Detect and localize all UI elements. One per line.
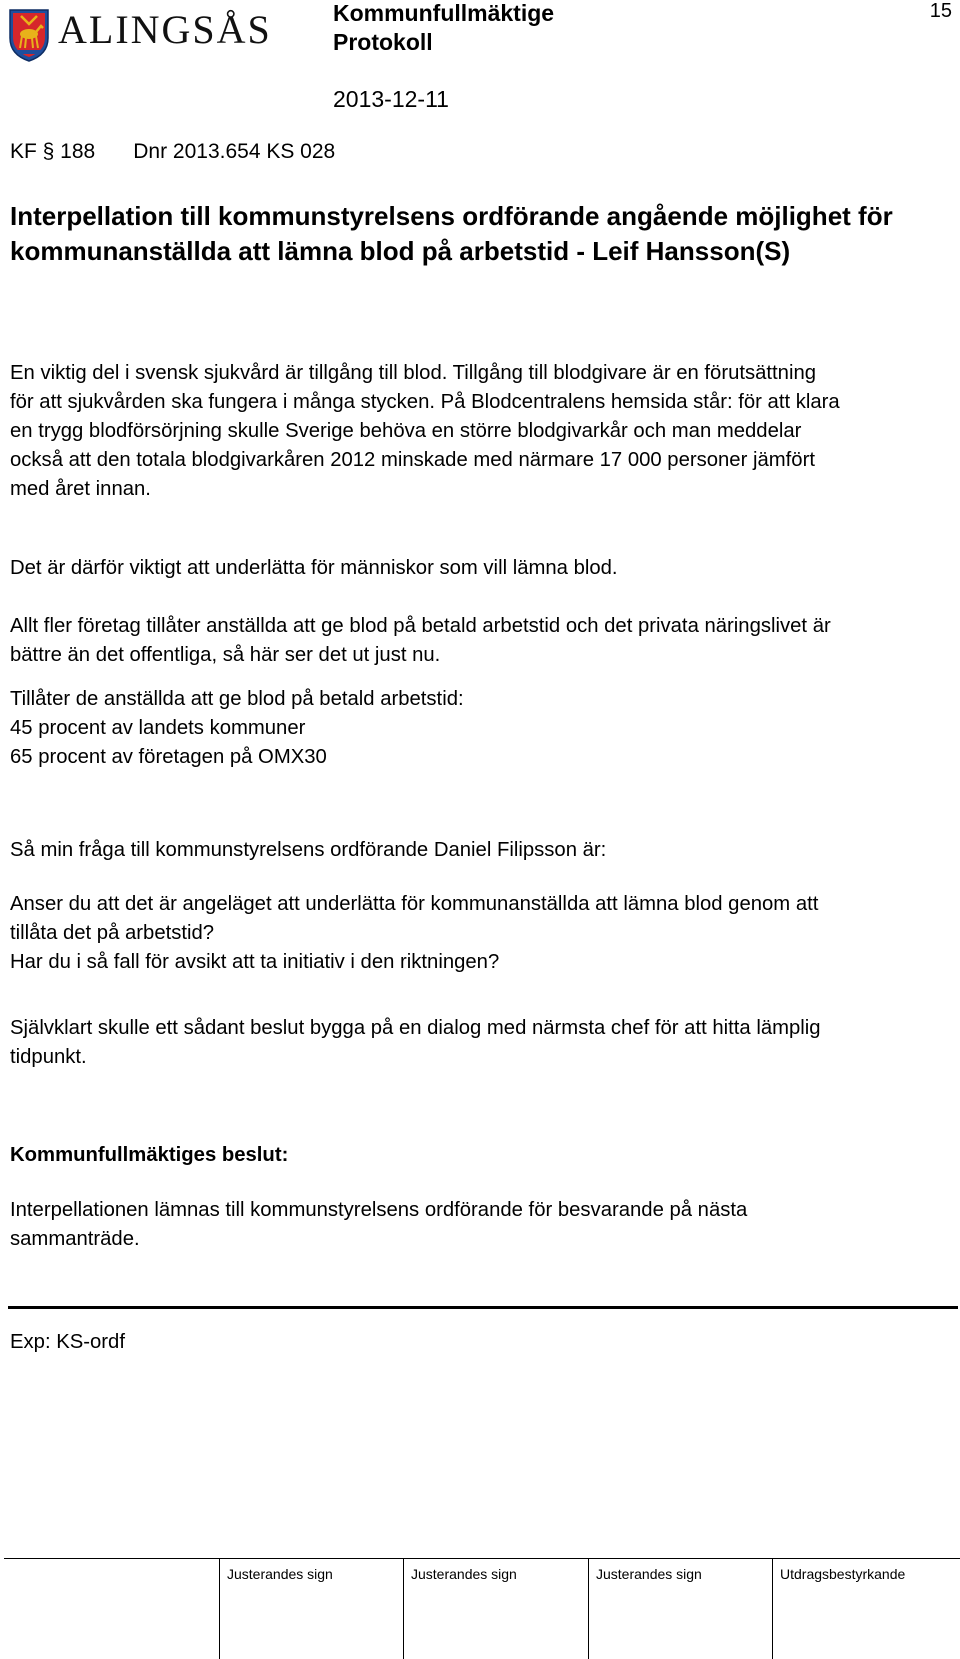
paragraph-recommendation <box>10 554 940 583</box>
extract-certification-label: Utdragsbestyrkande <box>780 1566 906 1582</box>
expedition-note: Exp: KS-ordf <box>10 1331 125 1353</box>
text-line: tillåta det på arbetstid? <box>10 922 215 944</box>
text-line: med året innan. <box>10 478 151 500</box>
document-subtitle: Protokoll <box>333 29 433 55</box>
signature-label: Justerandes sign <box>596 1566 702 1582</box>
text-line: 45 procent av landets kommuner <box>10 717 306 739</box>
text-line: Självklart skulle ett sådant beslut bygga på en dialog med närmsta chef för att hitta lämplig <box>10 1017 821 1039</box>
text-line: tidpunkt. <box>10 1046 87 1068</box>
paragraph-statistics <box>10 685 940 772</box>
kf-paragraph-number: KF § 188 <box>10 140 96 163</box>
text-line: 65 procent av företagen på OMX30 <box>10 746 327 768</box>
text-line: Anser du att det är angeläget att underlätta för kommunanställda att lämna blod genom att <box>10 893 819 915</box>
paragraph-background <box>10 359 940 504</box>
text-line: Har du i så fall för avsikt att ta initiativ i den riktningen? <box>10 951 500 973</box>
paragraph-dialog <box>10 1014 940 1072</box>
signature-label: Justerandes sign <box>227 1566 333 1582</box>
text-line: en trygg blodförsörjning skulle Sverige behöva en större blodgivarkår och man meddelar <box>10 420 802 442</box>
paragraph-question-intro <box>10 836 940 865</box>
text-line: Allt fler företag tillåter anställda att ge blod på betald arbetstid och det privata näringslivet är <box>10 615 831 637</box>
paragraph-private-sector <box>10 612 940 670</box>
meeting-date: 2013-12-11 <box>333 86 449 112</box>
diary-number: Dnr 2013.654 KS 028 <box>133 140 336 163</box>
text-line: En viktig del i svensk sjukvård är tillgång till blod. Tillgång till blodgivare är en förutsättning <box>10 362 817 384</box>
document-type: Kommunfullmäktige <box>333 0 555 26</box>
decision-text <box>10 1196 940 1254</box>
coat-of-arms-icon <box>8 8 50 62</box>
section-divider <box>8 1306 958 1309</box>
paragraph-questions <box>10 890 940 977</box>
text-line: för att sjukvården ska fungera i många stycken. På Blodcentralens hemsida står: för att klara <box>10 391 840 413</box>
text-line: också att den totala blodgivarkåren 2012 minskade med närmare 17 000 personer jämfört <box>10 449 815 471</box>
decision-heading: Kommunfullmäktiges beslut: <box>10 1144 289 1166</box>
signature-divider <box>403 1558 404 1659</box>
text-line: Interpellationen lämnas till kommunstyrelsens ordförande för besvarande på nästa <box>10 1199 748 1221</box>
case-title: Interpellation till kommunstyrelsens ordförande angående möjlighet för kommunanställda att lämna blod på arbetstid - Leif Hansson(S) <box>10 201 893 266</box>
page-number: 15 <box>929 0 952 22</box>
signature-divider <box>772 1558 773 1659</box>
signature-table-top-rule <box>4 1558 960 1559</box>
text-line: Så min fråga till kommunstyrelsens ordförande Daniel Filipsson är: <box>10 839 607 861</box>
text-line: Tillåter de anställda att ge blod på betald arbetstid: <box>10 688 464 710</box>
case-reference <box>10 140 335 164</box>
text-line: bättre än det offentliga, så här ser det ut just nu. <box>10 644 441 666</box>
alingsas-logo <box>8 2 298 64</box>
logo-wordmark: ALINGSÅS <box>58 7 272 52</box>
text-line: Det är därför viktigt att underlätta för människor som vill lämna blod. <box>10 557 618 579</box>
signature-divider <box>219 1558 220 1659</box>
signature-divider <box>588 1558 589 1659</box>
text-line: sammanträde. <box>10 1228 140 1250</box>
signature-label: Justerandes sign <box>411 1566 517 1582</box>
